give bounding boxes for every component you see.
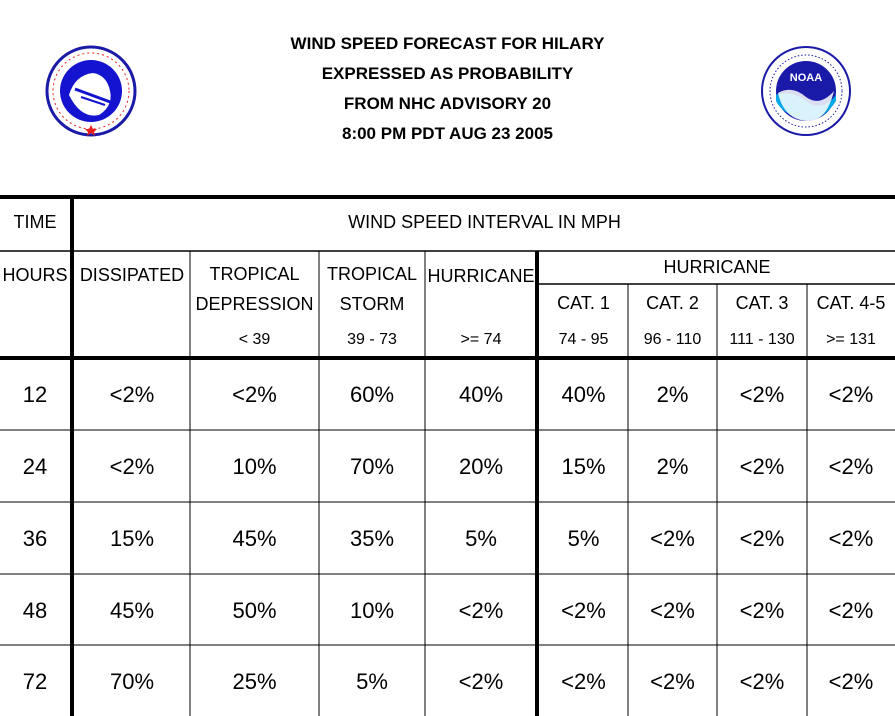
probability-cell: 15% [109, 526, 155, 551]
col-td-line2: DEPRESSION [195, 294, 314, 314]
wind-interval-label: WIND SPEED INTERVAL IN MPH [348, 212, 621, 232]
probability-cell: 5% [465, 526, 497, 551]
probability-cell: <2% [561, 598, 606, 623]
col-cat45-label: CAT. 4-5 [816, 293, 886, 313]
title-line-4: 8:00 PM PDT AUG 23 2005 [341, 124, 553, 143]
col-cat2-label: CAT. 2 [646, 293, 699, 313]
probability-cell: <2% [561, 669, 606, 694]
time-label: TIME [13, 212, 57, 232]
nws-logo-icon [45, 45, 137, 137]
hour-cell: 48 [22, 598, 48, 623]
probability-cell: 45% [109, 598, 155, 623]
probability-cell: <2% [828, 526, 874, 551]
col-cat2-range: 96 - 110 [643, 331, 702, 348]
probability-cell: <2% [109, 454, 155, 479]
hurricane-group-label: HURRICANE [663, 257, 771, 277]
probability-cell: <2% [650, 598, 695, 623]
probability-cell: <2% [458, 669, 504, 694]
col-hurricane-line1: HURRICANE [427, 266, 535, 286]
hour-cell: 12 [22, 382, 48, 407]
col-cat45-range: >= 131 [826, 331, 876, 348]
probability-cell: 50% [232, 598, 277, 623]
probability-cell: 10% [349, 598, 395, 623]
col-cat3-label: CAT. 3 [735, 293, 789, 313]
hour-cell: 36 [22, 526, 48, 551]
probability-cell: <2% [109, 382, 155, 407]
col-cat1-range: 74 - 95 [558, 331, 609, 348]
hour-cell: 24 [22, 454, 48, 479]
probability-cell: <2% [739, 454, 785, 479]
probability-cell: <2% [828, 598, 874, 623]
title-line-1: WIND SPEED FORECAST FOR HILARY [290, 34, 605, 53]
probability-cell: 5% [567, 526, 600, 551]
probability-cell: 15% [561, 454, 606, 479]
noaa-logo-text: NOAA [789, 72, 823, 84]
probability-cell: 5% [356, 669, 388, 694]
title-line-2: EXPRESSED AS PROBABILITY [321, 64, 574, 83]
hour-cell: 72 [22, 669, 48, 694]
probability-cell: 10% [232, 454, 277, 479]
probability-cell: 60% [349, 382, 395, 407]
probability-cell: <2% [650, 526, 695, 551]
probability-cell: <2% [828, 669, 874, 694]
col-dissipated-line1: DISSIPATED [79, 265, 185, 285]
col-hurricane-range: >= 74 [460, 331, 502, 348]
probability-cell: <2% [650, 669, 695, 694]
col-cat1-label: CAT. 1 [557, 293, 610, 313]
probability-cell: 2% [656, 454, 689, 479]
probability-cell: <2% [739, 598, 785, 623]
probability-cell: 70% [109, 669, 155, 694]
noaa-logo-icon [760, 45, 852, 137]
hours-label: HOURS [2, 265, 68, 285]
title-line-3: FROM NHC ADVISORY 20 [343, 94, 552, 113]
col-ts-line2: STORM [339, 294, 405, 314]
probability-cell: 20% [458, 454, 504, 479]
col-ts-range: 39 - 73 [347, 331, 397, 348]
col-cat3-range: 111 - 130 [729, 331, 795, 348]
probability-cell: <2% [232, 382, 277, 407]
probability-cell: 2% [656, 382, 689, 407]
probability-cell: <2% [739, 669, 785, 694]
probability-cell: 25% [232, 669, 277, 694]
probability-cell: <2% [739, 382, 785, 407]
probability-cell: <2% [739, 526, 785, 551]
probability-cell: 40% [561, 382, 606, 407]
probability-cell: <2% [828, 382, 874, 407]
col-td-range: < 39 [238, 331, 271, 348]
col-td-line1: TROPICAL [209, 264, 300, 284]
probability-cell: 35% [349, 526, 395, 551]
probability-cell: <2% [828, 454, 874, 479]
probability-cell: <2% [458, 598, 504, 623]
probability-cell: 40% [458, 382, 504, 407]
probability-cell: 70% [349, 454, 395, 479]
probability-table [0, 195, 895, 716]
header [0, 0, 895, 190]
col-ts-line1: TROPICAL [326, 264, 418, 284]
probability-cell: 45% [232, 526, 277, 551]
